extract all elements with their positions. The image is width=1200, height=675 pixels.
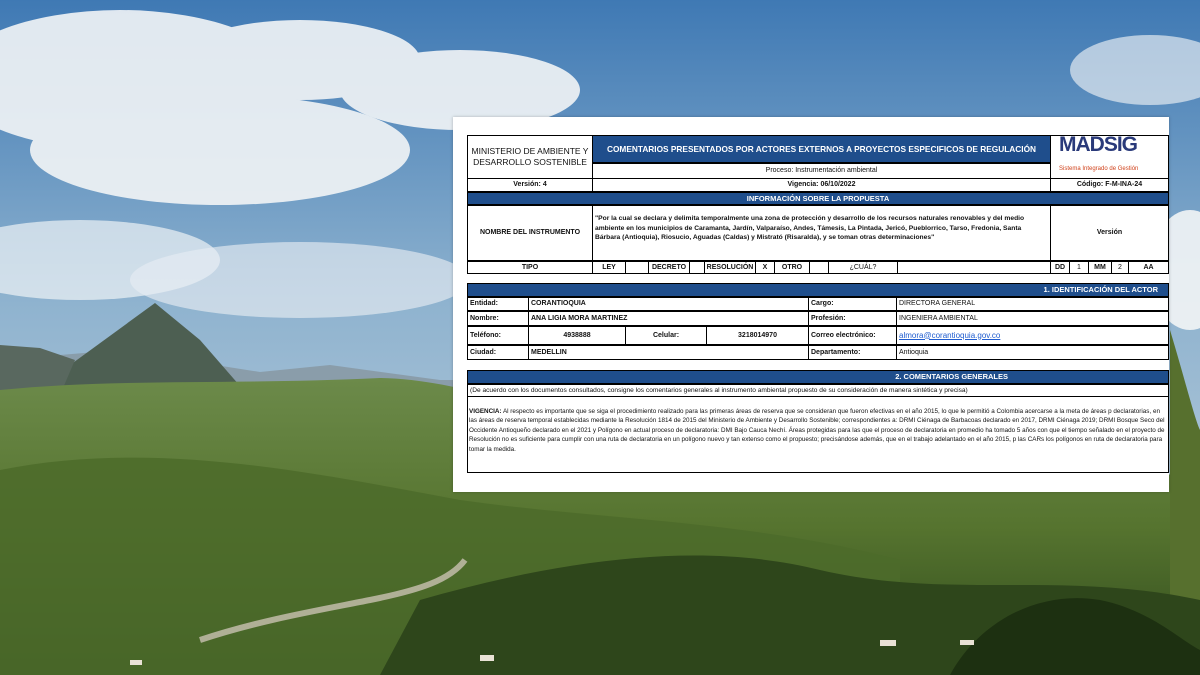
entidad-value: CORANTIOQUIA	[528, 297, 809, 311]
tipo-cual: ¿CUÁL?	[828, 261, 898, 274]
date-dd-label: DD	[1050, 261, 1070, 274]
section-info-header: INFORMACIÓN SOBRE LA PROPUESTA	[467, 192, 1169, 205]
comment-paragraph	[469, 407, 1169, 459]
regulation-comment-form	[453, 117, 1169, 492]
date-aa-label: AA	[1128, 261, 1169, 274]
profesion-label: Profesión:	[808, 311, 897, 326]
profesion-value: INGENIERA AMBIENTAL	[896, 311, 1169, 326]
tipo-cual-box	[897, 261, 1051, 274]
tipo-resolucion: RESOLUCIÓN	[704, 261, 756, 274]
madsig-logo	[1050, 135, 1169, 179]
logo-text: MADSIG	[1059, 135, 1137, 156]
vigencia-field: Vigencia: 06/10/2022	[592, 178, 1051, 192]
tipo-resolucion-mark: X	[755, 261, 775, 274]
date-mm-label: MM	[1088, 261, 1112, 274]
cargo-label: Cargo:	[808, 297, 897, 311]
nombre-value: ANA LIGIA MORA MARTINEZ	[528, 311, 809, 326]
departamento-label: Departamento:	[808, 345, 897, 360]
instrument-label: NOMBRE DEL INSTRUMENTO	[467, 205, 593, 261]
tipo-otro-box	[809, 261, 829, 274]
section-actor-header: 1. IDENTIFICACIÓN DEL ACTOR	[467, 283, 1169, 297]
entidad-label: Entidad:	[467, 297, 529, 311]
celular-label: Celular:	[625, 326, 707, 345]
nombre-label: Nombre:	[467, 311, 529, 326]
tipo-decreto: DECRETO	[648, 261, 690, 274]
form-title: COMENTARIOS PRESENTADOS POR ACTORES EXTERNOS A PROYECTOS ESPECIFICOS DE REGULACIÓN	[592, 135, 1051, 163]
version-label: Versión	[1050, 205, 1169, 261]
celular-value: 3218014970	[706, 326, 809, 345]
section-comments-header: 2. COMENTARIOS GENERALES	[467, 370, 1169, 384]
ciudad-label: Ciudad:	[467, 345, 529, 360]
date-mm-value: 2	[1111, 261, 1129, 274]
tipo-ley-box	[625, 261, 649, 274]
logo-subtitle: Sistema Integrado de Gestión	[1059, 166, 1139, 172]
tipo-decreto-box	[689, 261, 705, 274]
tipo-label: TIPO	[467, 261, 593, 274]
comments-hint: (De acuerdo con los documentos consultados, consigne los comentarios generales al instrumento ambiental propuesto de su consideración de manera sintética y precisa)	[467, 384, 1169, 397]
cargo-value: DIRECTORA GENERAL	[896, 297, 1169, 311]
departamento-value: Antioquia	[896, 345, 1169, 360]
tipo-ley: LEY	[592, 261, 626, 274]
codigo-field: Código: F-M-INA-24	[1050, 178, 1169, 192]
ciudad-value: MEDELLIN	[528, 345, 809, 360]
ministry-name: MINISTERIO DE AMBIENTE Y DESARROLLO SOSTENIBLE	[467, 135, 593, 179]
version-field: Versión: 4	[467, 178, 593, 192]
correo-link[interactable]: almora@corantioquia.gov.co	[899, 330, 1001, 340]
telefono-value: 4938888	[528, 326, 626, 345]
instrument-name: "Por la cual se declara y delimita temporalmente una zona de protección y desarrollo de los recursos naturales renovables y del medio ambiente en los municipios de Caramanta, Jardín, Valparaíso, Andes, Támesis, La Pintada, Jericó, Pueblorrico, Tarso, Fredonia, Santa Bárbara (Antioquia), Riosucio, Aguadas (Caldas) y Mistrató (Risaralda), y se toman otras determinaciones"	[592, 205, 1051, 261]
comment-lead: VIGENCIA:	[469, 408, 502, 415]
telefono-label: Teléfono:	[467, 326, 529, 345]
proceso-field: Proceso: Instrumentación ambiental	[592, 163, 1051, 179]
tipo-otro: OTRO	[774, 261, 810, 274]
comment-body: Al respecto es importante que se siga el procedimiento realizado para las primeras áreas de reserva que se consideran que fueron efectivas en el año 2015, lo que le permitió a Colombia acercarse a la meta de áreas p declaratorias, en las áreas de reserva temporal establecidas mediante la Resolución 1814 de 2015 del Ministerio de Ambiente y Desarrollo Sostenible; correspondientes a: DRMI Ciénaga de Barbacoas declarado en 2017, DRMI Ciénaga 2019; DRMI Bosque Seco del Occidente Antioqueño declarado en el 2021 y Polígono en actual proceso de declaratoria: DMI Bajo Cauca Nechí. Áreas protegidas para las que el proceso de declaratoria en promedio ha tomado 5 años con que el tiempo señalado en el proyecto de Resolución no es suficiente para cumplir con una ruta de declaratoria en un polígono nuevo y tan extenso como el propuesto; precisándose además, que en el trabajo adelantado en el año 2015, p las CARs los polígonos en ruta de declaratoria para tomar la medida.	[469, 408, 1165, 453]
correo-cell	[896, 326, 1169, 345]
date-dd-value: 1	[1069, 261, 1089, 274]
correo-label: Correo electrónico:	[808, 326, 897, 345]
